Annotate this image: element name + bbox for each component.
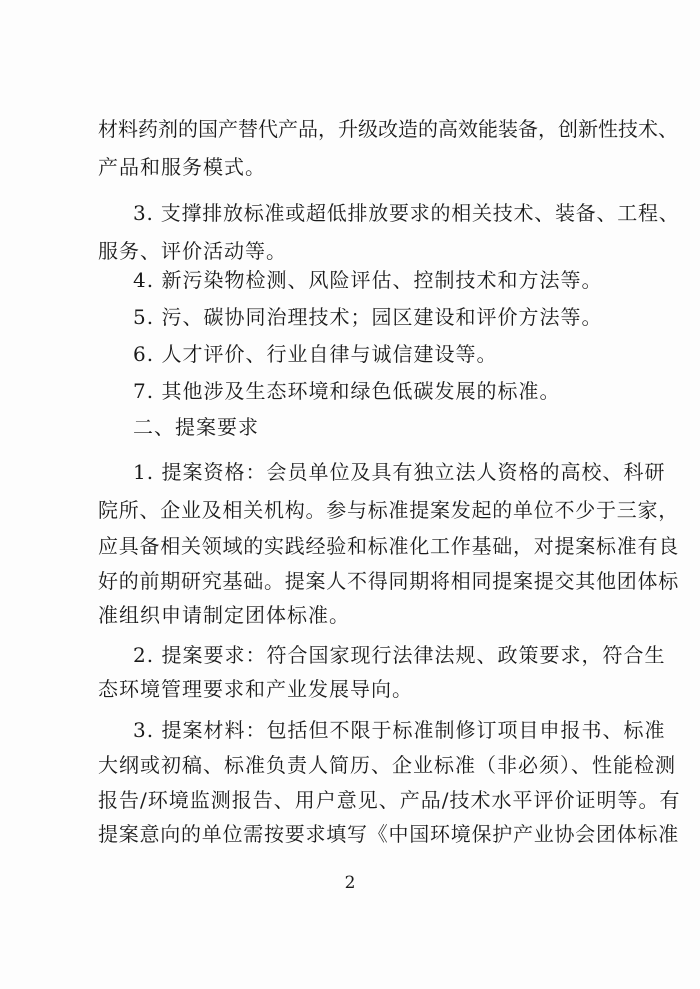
list-item-3: 3. 支撑排放标准或超低排放要求的相关技术、装备、工程、 xyxy=(133,201,680,225)
text-line: 报告/环境监测报告、用户意见、产品/技术水平评价证明等。有 xyxy=(98,788,681,812)
text-line: 服务、评价活动等。 xyxy=(98,239,287,263)
list-item-7: 7. 其他涉及生态环境和绿色低碳发展的标准。 xyxy=(133,379,561,403)
list-item-qualification: 1. 提案资格：会员单位及具有独立法人资格的高校、科研 xyxy=(133,460,666,484)
list-item-materials: 3. 提案材料：包括但不限于标准制修订项目申报书、标准 xyxy=(133,718,666,742)
text-line: 好的前期研究基础。提案人不得同期将相同提案提交其他团体标 xyxy=(98,569,679,593)
list-item-5: 5. 污、碳协同治理技术；园区建设和评价方法等。 xyxy=(133,305,603,329)
text-line: 院所、企业及相关机构。参与标准提案发起的单位不少于三家， xyxy=(98,498,679,522)
page-number: 2 xyxy=(344,873,356,893)
list-item-requirements: 2. 提案要求：符合国家现行法律法规、政策要求，符合生 xyxy=(133,643,666,667)
text-line: 应具备相关领域的实践经验和标准化工作基础，对提案标准有良 xyxy=(98,534,679,558)
text-line: 产品和服务模式。 xyxy=(98,155,266,179)
text-line: 大纲或初稿、标准负责人简历、企业标准（非必须）、性能检测 xyxy=(98,753,676,777)
section-heading: 二、提案要求 xyxy=(133,415,259,439)
list-item-4: 4. 新污染物检测、风险评估、控制技术和方法等。 xyxy=(133,268,603,292)
text-line: 提案意向的单位需按要求填写《中国环境保护产业协会团体标准 xyxy=(98,822,679,846)
text-line: 材料药剂的国产替代产品，升级改造的高效能装备，创新性技术、 xyxy=(98,117,678,141)
text-line: 准组织申请制定团体标准。 xyxy=(98,603,350,627)
text-line: 态环境管理要求和产业发展导向。 xyxy=(98,677,413,701)
list-item-6: 6. 人才评价、行业自律与诚信建设等。 xyxy=(133,342,498,366)
